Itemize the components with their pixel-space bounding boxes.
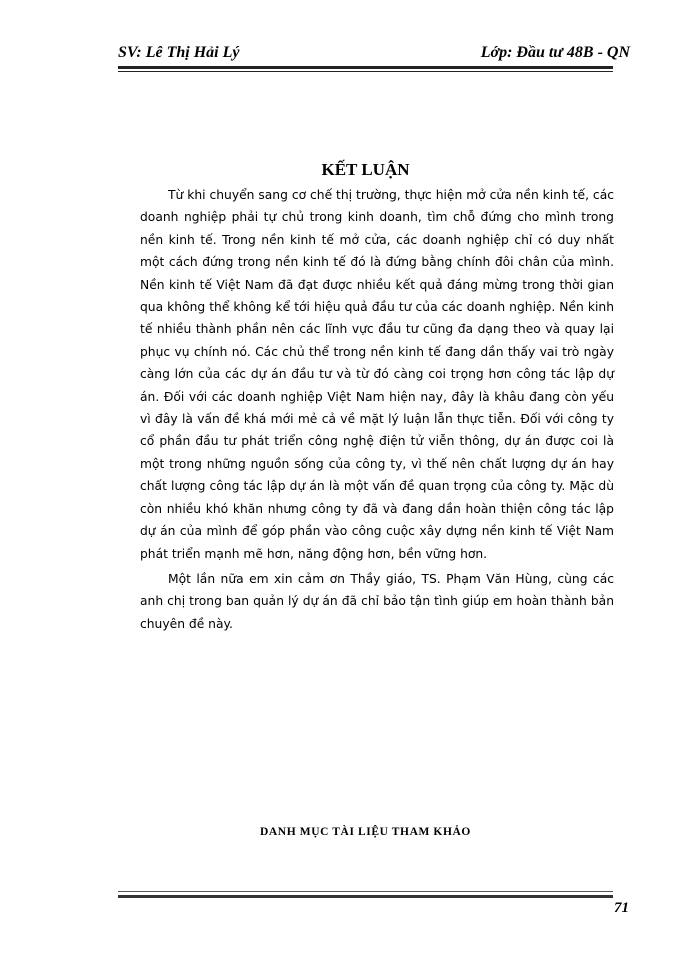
- section-title: KẾT LUẬN: [321, 160, 410, 179]
- page-number: 71: [614, 900, 629, 916]
- references-title: DANH MỤC TÀI LIỆU THAM KHẢO: [260, 826, 471, 838]
- header-class-name: Lớp: Đầu tư 48B - QN: [480, 44, 630, 61]
- header-student-name: SV: Lê Thị Hải Lý: [118, 44, 240, 61]
- header-rule-thick: [118, 66, 613, 69]
- body-paragraph-2: Một lần nữa em xin cảm ơn Thầy giáo, TS. Phạm Văn Hùng, cùng các anh chị trong ban quản lý dự án đã chỉ bảo tận tình giúp em hoàn thành bản chuyên đề này.: [140, 571, 614, 631]
- section-body: [140, 184, 614, 635]
- footer-rule-thin: [118, 891, 613, 892]
- header-rule-thin: [118, 71, 613, 72]
- footer-rule-thick: [118, 895, 613, 898]
- body-paragraph-1: Từ khi chuyển sang cơ chế thị trường, thực hiện mở cửa nền kinh tế, các doanh nghiệp phải tự chủ trong kinh doanh, tìm chỗ đứng cho mình trong nền kinh tế. Trong nền kinh tế mở cửa, các doanh nghiệp chỉ có duy nhất một cách đứng trong nền kinh tế đó là đứng bằng chính đôi chân của mình. Nền kinh tế Việt Nam đã đạt được nhiều kết quả đáng mừng trong thời gian qua không thể không kể tới hiệu quả đầu tư của các doanh nghiệp. Nền kinh tế nhiều thành phần nên các lĩnh vực đầu tư cũng đa dạng theo và quay lại phục vụ chính nó. Các chủ thể trong nền kinh tế đang dần thấy vai trò ngày càng lớn của các dự án đầu tư và từ đó càng coi trọng hơn công tác lập dự án. Đối với các doanh nghiệp Việt Nam hiện nay, đây là khâu đang còn yếu vì đây là vấn đề khá mới mẻ cả về mặt lý luận lẫn thực tiễn. Đối với công ty cổ phần đầu tư phát triển công nghệ điện tử viễn thông, dự án được coi là một trong những nguồn sống của công ty, vì thế nên chất lượng dự án hay chất lượng công tác lập dự án là một vấn đề quan trọng của công ty. Mặc dù còn nhiều khó khăn nhưng công ty đã và đang dần hoàn thiện công tác lập dự án của mình để góp phần vào công cuộc xây dựng nền kinh tế Việt Nam phát triển mạnh mẽ hơn, năng động hơn, bền vững hơn.: [140, 188, 614, 561]
